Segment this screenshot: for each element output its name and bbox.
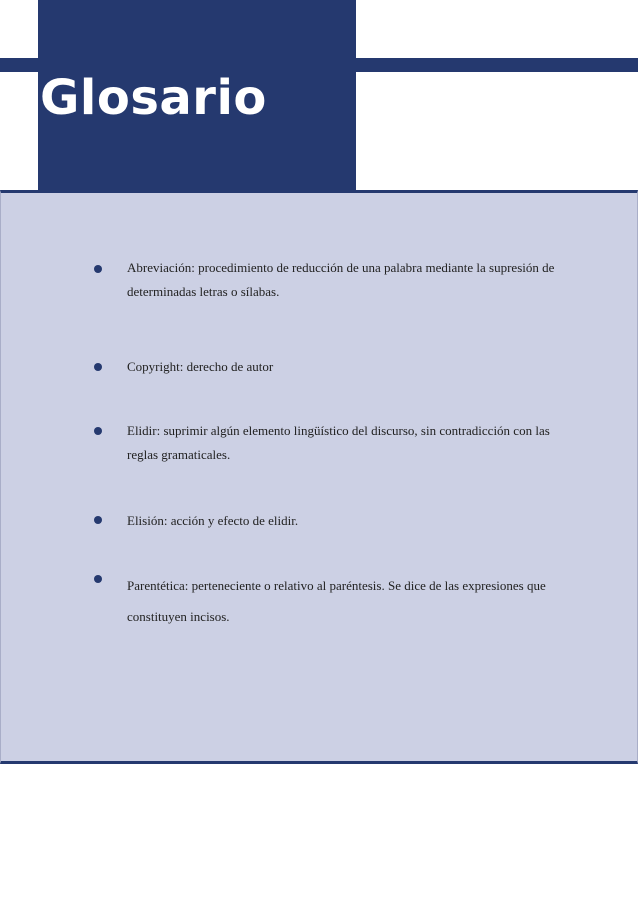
glossary-item-text: Parentética: perteneciente o relativo al paréntesis. Se dice de las expresiones que constituyen incisos.	[127, 578, 546, 624]
page-title: Glosario	[40, 70, 267, 126]
bullet-icon	[94, 265, 102, 273]
bullet-icon	[94, 575, 102, 583]
glossary-item-text: Elidir: suprimir algún elemento lingüístico del discurso, sin contradicción con las reglas gramaticales.	[127, 423, 550, 462]
glossary-item-text: Copyright: derecho de autor	[127, 359, 274, 374]
glossary-item-text: Elisión: acción y efecto de elidir.	[127, 513, 299, 528]
bullet-icon	[94, 363, 102, 371]
glossary-item-text: Abreviación: procedimiento de reducción de una palabra mediante la supresión de determinadas letras o sílabas.	[127, 260, 555, 299]
bullet-icon	[94, 516, 102, 524]
bullet-icon	[94, 427, 102, 435]
glossary-panel	[0, 190, 638, 764]
